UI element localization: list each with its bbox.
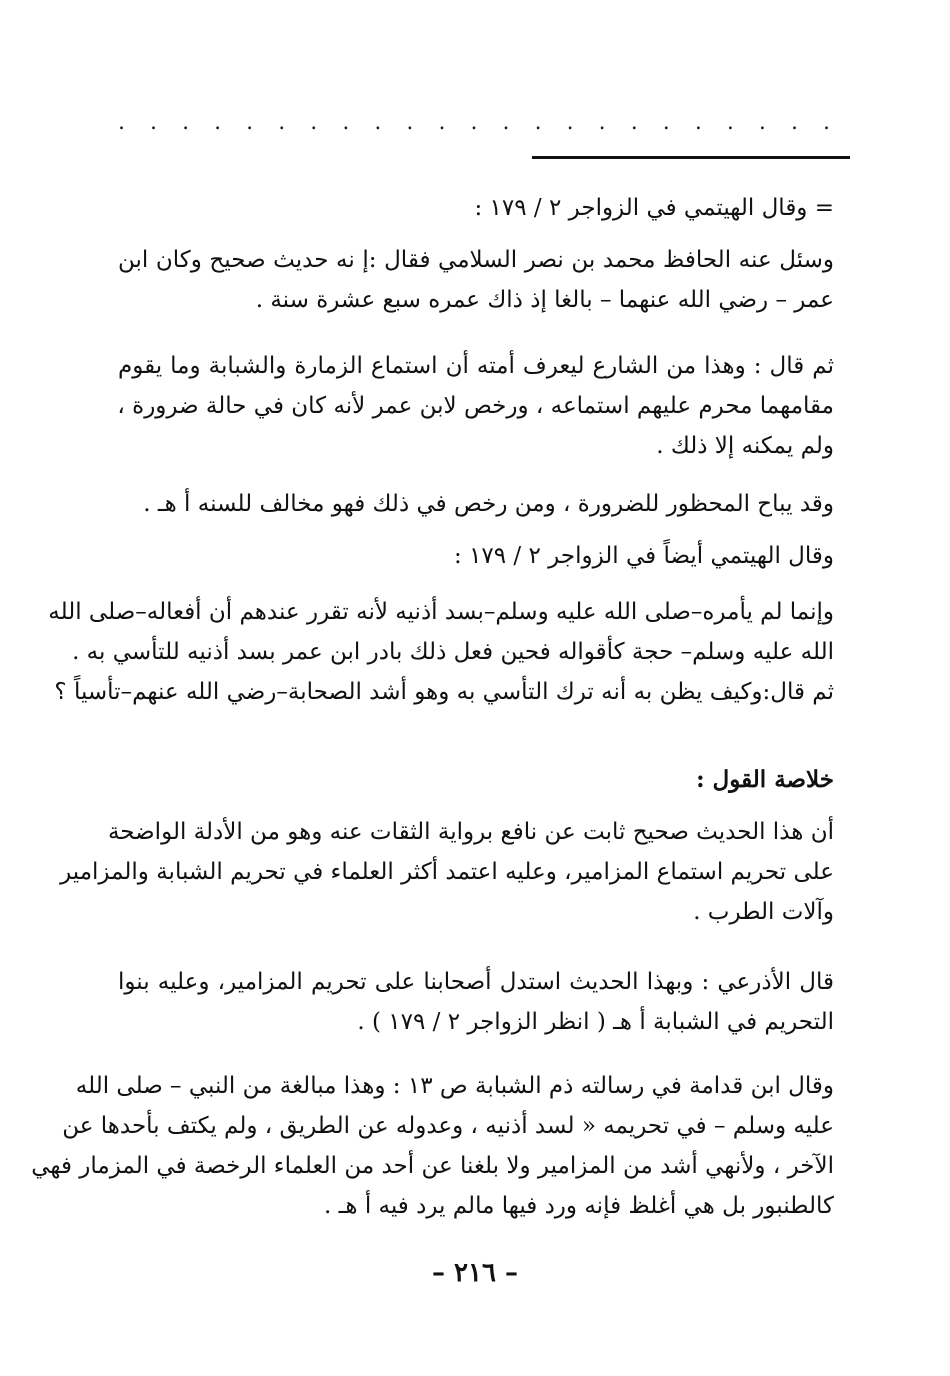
text-line: عمر – رضي الله عنهما – بالغا إذ ذاك عمره سبع عشرة سنة .	[255, 287, 834, 313]
text-line: وآلات الطرب .	[693, 899, 834, 925]
footnote-intro	[118, 188, 834, 228]
heading-text: خلاصة القول :	[696, 766, 834, 793]
text-line: أن هذا الحديث صحيح ثابت عن نافع برواية الثقات عنه وهو من الأدلة الواضحة	[107, 819, 834, 845]
text-line: وقد يباح المحظور للضرورة ، ومن رخص في ذلك فهو مخالف للسنه أ هـ .	[143, 491, 834, 517]
dotted-separator: . . . . . . . . . . . . . . . . . . . . . . .	[118, 110, 830, 135]
text-line: ولم يمكنه إلا ذلك .	[656, 433, 834, 459]
text-line: ثم قال : وهذا من الشارع ليعرف أمته أن استماع الزمارة والشبابة وما يقوم	[118, 353, 834, 379]
text-line: مقامهما محرم عليهم استماعه ، ورخص لابن عمر لأنه كان في حالة ضرورة ،	[117, 393, 834, 419]
paragraph-2	[118, 346, 834, 466]
text-line: وإنما لم يأمره–صلى الله عليه وسلم–بسد أذنيه لأنه تقرر عندهم أن أفعاله–صلى الله	[48, 599, 834, 625]
paragraph-5	[48, 592, 834, 712]
paragraph-6	[60, 812, 834, 932]
page-number: – ٢١٦ –	[431, 1258, 519, 1288]
text-line: التحريم في الشبابة أ هـ ( انظر الزواجر ٢ / ١٧٩ ) .	[357, 1009, 834, 1035]
text-line: عليه وسلم – في تحريمه « لسد أذنيه ، وعدوله عن الطريق ، ولم يكتف بأحدها عن	[62, 1113, 834, 1139]
footnote-rule	[532, 156, 850, 159]
paragraph-1	[118, 240, 834, 320]
text-line: ثم قال:وكيف يظن به أنه ترك التأسي به وهو أشد الصحابة–رضي الله عنهم–تأسياً ؟	[54, 679, 834, 705]
paragraph-4	[118, 536, 834, 576]
paragraph-8	[31, 1066, 834, 1226]
text-line: كالطنبور بل هي أغلظ فإنه ورد فيها مالم يرد فيه أ هـ .	[324, 1193, 834, 1219]
text-line: على تحريم استماع المزامير، وعليه اعتمد أكثر العلماء في تحريم الشبابة والمزامير	[60, 859, 834, 885]
text-line: وقال الهيتمي أيضاً في الزواجر ٢ / ١٧٩ :	[454, 543, 834, 569]
text-line: الله عليه وسلم– حجة كأقواله فحين فعل ذلك بادر ابن عمر بسد أذنيه للتأسي به .	[72, 639, 834, 665]
text-line: وسئل عنه الحافظ محمد بن نصر السلامي فقال :إ نه حديث صحيح وكان ابن	[118, 247, 834, 273]
paragraph-7	[118, 962, 834, 1042]
paragraph-3	[118, 484, 834, 524]
section-heading	[118, 760, 834, 800]
text-line: الآخر ، ولأنهي أشد من المزامير ولا بلغنا عن أحد من العلماء الرخصة في المزمار فهي	[31, 1153, 834, 1179]
text-line: قال الأذرعي : وبهذا الحديث استدل أصحابنا على تحريم المزامير، وعليه بنوا	[118, 969, 834, 995]
text-line: وقال ابن قدامة في رسالته ذم الشبابة ص ١٣ : وهذا مبالغة من النبي – صلى الله	[75, 1073, 834, 1099]
text-line: = وقال الهيتمي في الزواجر ٢ / ١٧٩ :	[474, 195, 834, 221]
